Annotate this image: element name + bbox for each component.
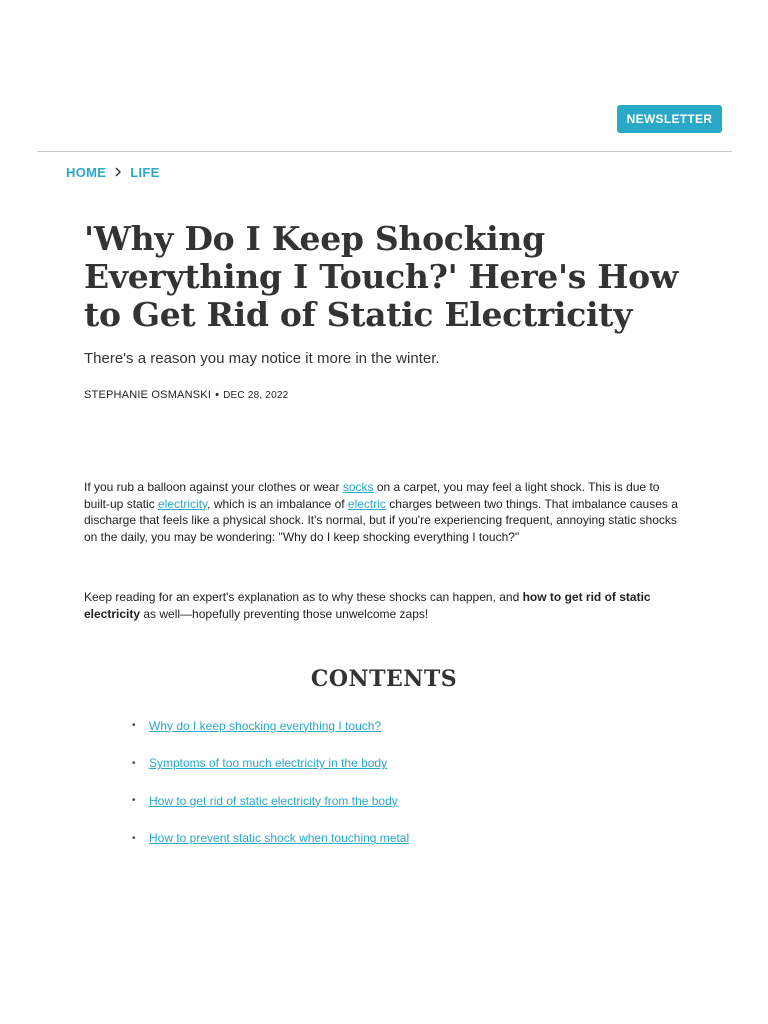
bullet-icon: • bbox=[132, 795, 136, 807]
paragraph-text: Keep reading for an expert's explanation as to why these shocks can happen, and bbox=[84, 590, 523, 604]
paragraph-text: charges between two things. That imbalance causes a discharge that feels like a physical shock. It's normal, but if you're experiencing frequent, annoying static shocks on the daily, you may be wondering: "Why do I keep shocking everything I touch?" bbox=[84, 496, 678, 544]
bullet-icon: • bbox=[132, 832, 136, 844]
chevron-right-icon bbox=[106, 164, 130, 180]
bold-text: how to get rid of static electricity bbox=[84, 590, 651, 621]
breadcrumb-life-link[interactable]: LIFE bbox=[130, 164, 160, 180]
paragraph-text: on a carpet, you may feel a light shock. This is due to built-up static bbox=[84, 480, 660, 511]
electric-link[interactable]: electric bbox=[347, 496, 386, 511]
socks-link[interactable]: socks bbox=[342, 480, 374, 494]
byline-separator: • bbox=[215, 389, 220, 401]
site-header bbox=[0, 0, 768, 152]
toc-link-prevent-metal[interactable]: How to prevent static shock when touching metal bbox=[149, 831, 410, 846]
breadcrumb bbox=[66, 164, 160, 180]
toc-item bbox=[132, 830, 409, 847]
byline bbox=[84, 389, 288, 401]
bullet-icon: • bbox=[132, 757, 136, 769]
toc-link-symptoms[interactable]: Symptoms of too much electricity in the body bbox=[149, 756, 388, 771]
bullet-icon: • bbox=[132, 720, 136, 731]
paragraph-text: If you rub a balloon against your clothes or wear bbox=[84, 480, 343, 494]
newsletter-button[interactable]: NEWSLETTER bbox=[617, 105, 722, 133]
publish-date: DEC 28, 2022 bbox=[223, 389, 289, 401]
contents-heading: CONTENTS bbox=[310, 666, 458, 692]
second-paragraph bbox=[84, 589, 684, 622]
toc-item bbox=[132, 755, 409, 772]
paragraph-text: , which is an imbalance of bbox=[207, 496, 348, 511]
table-of-contents bbox=[132, 717, 409, 867]
paragraph-text: as well—hopefully preventing those unwelcome zaps! bbox=[140, 606, 429, 621]
toc-link-get-rid[interactable]: How to get rid of static electricity from the body bbox=[149, 793, 398, 808]
author-name[interactable]: STEPHANIE OSMANSKI bbox=[84, 389, 212, 401]
toc-item bbox=[132, 792, 409, 809]
breadcrumb-home-link[interactable]: HOME bbox=[66, 164, 107, 180]
header-divider bbox=[37, 151, 732, 152]
article-subtitle: There's a reason you may notice it more in the winter. bbox=[84, 350, 440, 367]
electricity-link[interactable]: electricity bbox=[158, 496, 208, 511]
article-title: 'Why Do I Keep Shocking Everything I Touch?' Here's How to Get Rid of Static Electricity bbox=[84, 219, 678, 334]
toc-item bbox=[132, 717, 409, 734]
toc-link-why-shocking[interactable]: Why do I keep shocking everything I touch? bbox=[149, 718, 382, 733]
intro-paragraph bbox=[84, 479, 684, 545]
